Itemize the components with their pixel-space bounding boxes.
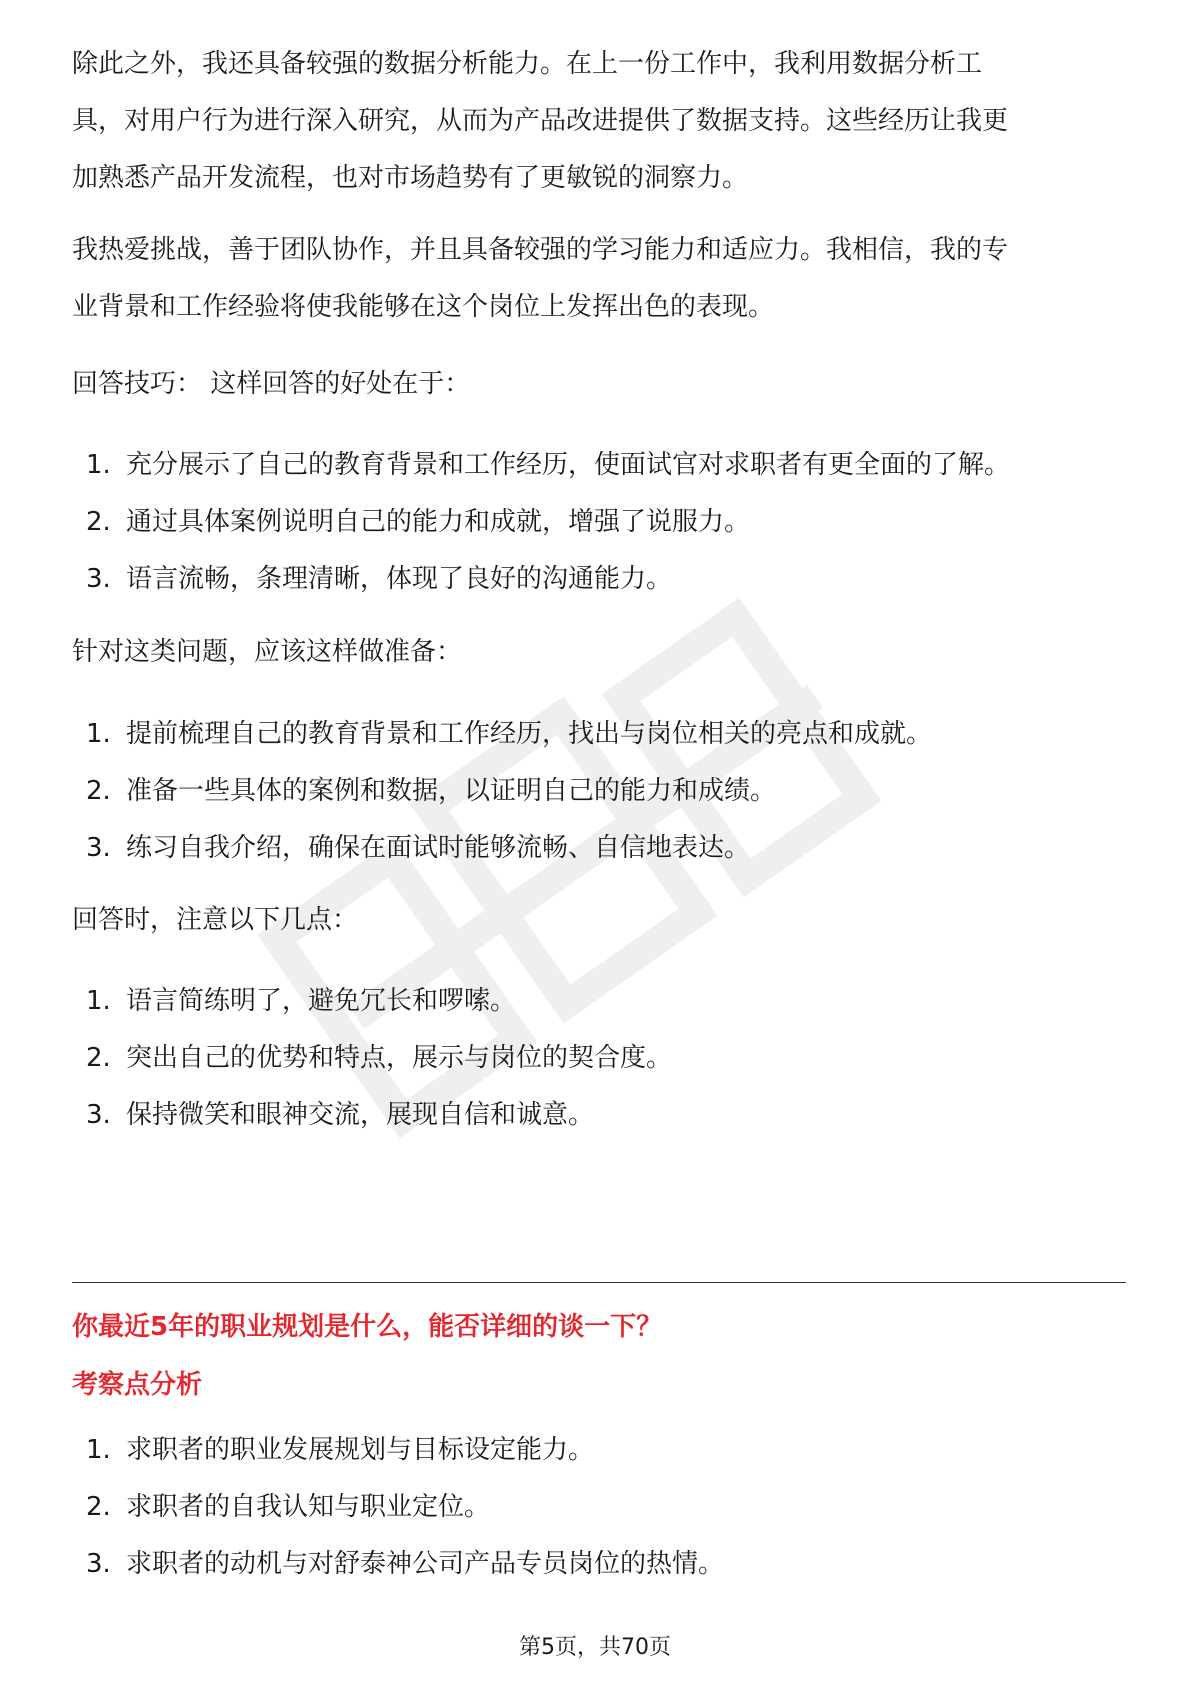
list-number: 2. — [86, 776, 111, 806]
text-line: 具，对用户行为进行深入研究，从而为产品改进提供了数据支持。这些经历让我更 — [72, 106, 1009, 136]
list-text: 求职者的自我认知与职业定位。 — [126, 1492, 491, 1522]
page-footer: 第5页，共70页 — [519, 1635, 671, 1660]
text-line: 除此之外，我还具备较强的数据分析能力。在上一份工作中，我利用数据分析工 — [72, 49, 983, 79]
list-item — [72, 494, 1122, 551]
list-item — [72, 1536, 1122, 1593]
list-text: 突出自己的优势和特点，展示与岗位的契合度。 — [126, 1043, 673, 1073]
list-item — [72, 1087, 1122, 1144]
list-item — [72, 706, 1122, 763]
notes-heading: 回答时，注意以下几点： — [72, 905, 359, 935]
list-number: 3. — [86, 1100, 111, 1130]
list-text: 求职者的动机与对舒泰神公司产品专员岗位的热情。 — [126, 1549, 725, 1579]
list-number: 1. — [86, 1435, 111, 1465]
paragraph-challenge — [72, 222, 1122, 336]
list-number: 2. — [86, 1492, 111, 1522]
list-item — [72, 1479, 1122, 1536]
list-number: 2. — [86, 1043, 111, 1073]
text-line: 我热爱挑战，善于团队协作，并且具备较强的学习能力和适应力。我相信，我的专 — [72, 235, 1009, 265]
list-number: 1. — [86, 986, 111, 1016]
list-text: 充分展示了自己的教育背景和工作经历，使面试官对求职者有更全面的了解。 — [126, 450, 1011, 480]
notes-list — [72, 973, 1122, 1144]
list-text: 保持微笑和眼神交流，展现自信和诚意。 — [126, 1100, 595, 1130]
text-line: 业背景和工作经验将使我能够在这个岗位上发挥出色的表现。 — [72, 292, 775, 322]
list-number: 3. — [86, 564, 111, 594]
list-item — [72, 437, 1122, 494]
list-item — [72, 551, 1122, 608]
list-number: 3. — [86, 1549, 111, 1579]
list-number: 3. — [86, 833, 111, 863]
list-number: 1. — [86, 719, 111, 749]
list-item — [72, 763, 1122, 820]
question-heading: 你最近5年的职业规划是什么，能否详细的谈一下？ — [72, 1312, 663, 1342]
list-item — [72, 820, 1122, 877]
list-text: 语言简练明了，避免冗长和啰嗦。 — [126, 986, 517, 1016]
section-divider — [72, 1282, 1126, 1283]
list-number: 2. — [86, 507, 111, 537]
prep-list — [72, 706, 1122, 877]
list-text: 准备一些具体的案例和数据，以证明自己的能力和成绩。 — [126, 776, 777, 806]
list-item — [72, 1030, 1122, 1087]
analysis-heading: 考察点分析 — [72, 1370, 203, 1400]
tips-list — [72, 437, 1122, 608]
prep-heading: 针对这类问题，应该这样做准备： — [72, 637, 463, 667]
list-item — [72, 973, 1122, 1030]
list-text: 求职者的职业发展规划与目标设定能力。 — [126, 1435, 595, 1465]
list-text: 语言流畅，条理清晰，体现了良好的沟通能力。 — [126, 564, 673, 594]
paragraph-data-analysis — [72, 36, 1122, 207]
text-line: 加熟悉产品开发流程，也对市场趋势有了更敏锐的洞察力。 — [72, 163, 749, 193]
list-item — [72, 1422, 1122, 1479]
analysis-list — [72, 1422, 1122, 1593]
list-number: 1. — [86, 450, 111, 480]
list-text: 提前梳理自己的教育背景和工作经历，找出与岗位相关的亮点和成就。 — [126, 719, 933, 749]
tips-heading: 回答技巧： 这样回答的好处在于： — [72, 369, 471, 399]
list-text: 练习自我介绍，确保在面试时能够流畅、自信地表达。 — [126, 833, 751, 863]
list-text: 通过具体案例说明自己的能力和成就，增强了说服力。 — [126, 507, 751, 537]
